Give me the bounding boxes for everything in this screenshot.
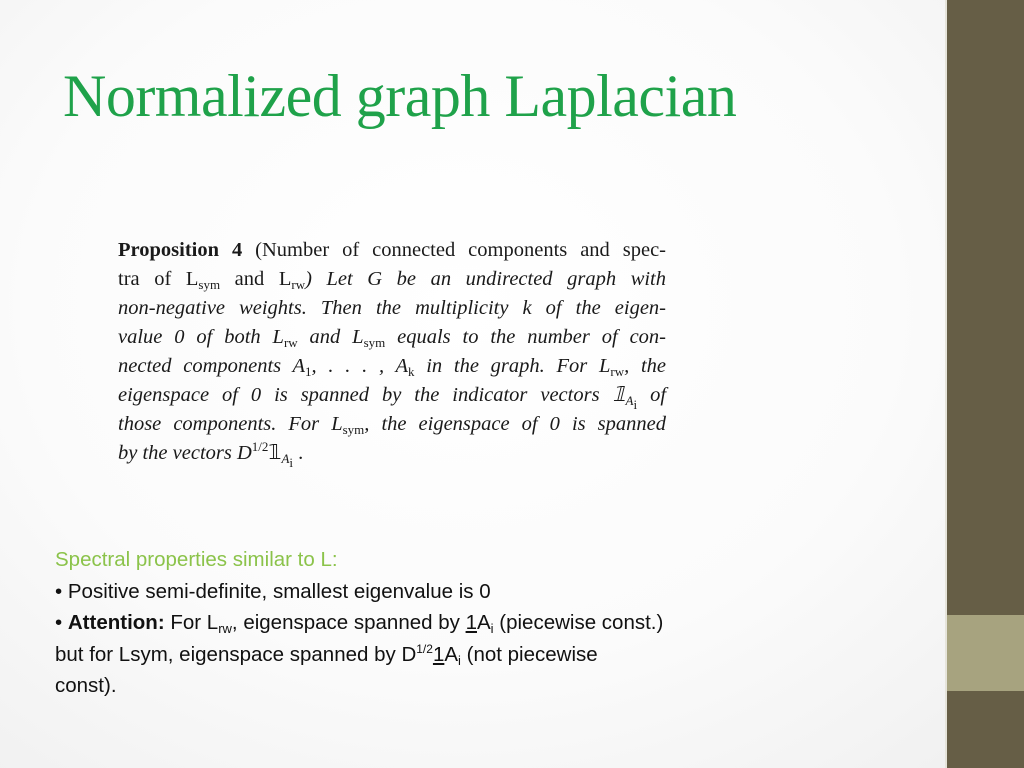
bullet-positive-semidefinite: • Positive semi-definite, smallest eigenvalue is 0 [55, 579, 491, 603]
attention-label: Attention: [67, 611, 165, 634]
proposition-line: value 0 of both $L_{rw}$ and $L_{sym}$ equals to the number of con- [118, 326, 666, 350]
proposition-line: eigenspace of 0 is spanned by the indicator vectors $𝟙_{A_i}$ of [118, 384, 667, 412]
properties-heading: Spectral properties similar to L: [55, 548, 338, 571]
proposition-line: tra of $L_{sym}$ and $L_{rw}$) Let G be an undirected graph with [118, 268, 667, 292]
proposition-label: Proposition 4 [118, 239, 243, 261]
slide-title: Normalized graph Laplacian [63, 63, 737, 129]
proposition-line: by the vectors $D^{1/2}𝟙_{A_i}$ . [118, 439, 304, 470]
proposition-line: Proposition 4 (Number of connected components and spec- [118, 239, 666, 261]
proposition-line: nected components $A_1$, . . . , $A_k$ in the graph. For $L_{rw}$, the [118, 355, 666, 379]
bullet-attention: • Attention: For $L_{rw}$, eigenspace spanned by $1A_i$ (piecewise const.) [55, 611, 664, 636]
proposition-line: non-negative weights. Then the multiplicity k of the eigen- [118, 297, 666, 319]
proposition-line: those components. For $L_{sym}$, the eigenspace of 0 is spanned [118, 413, 666, 437]
proposition-excerpt [118, 236, 666, 468]
bullet-attention-end: const). [55, 674, 117, 697]
bullet-attention-continued: but for Lsym, eigenspace spanned by $D^{1/2}1A_i$ (not piecewise [55, 641, 598, 668]
spectral-properties [55, 544, 825, 702]
sidebar-accent-block [947, 615, 1024, 691]
